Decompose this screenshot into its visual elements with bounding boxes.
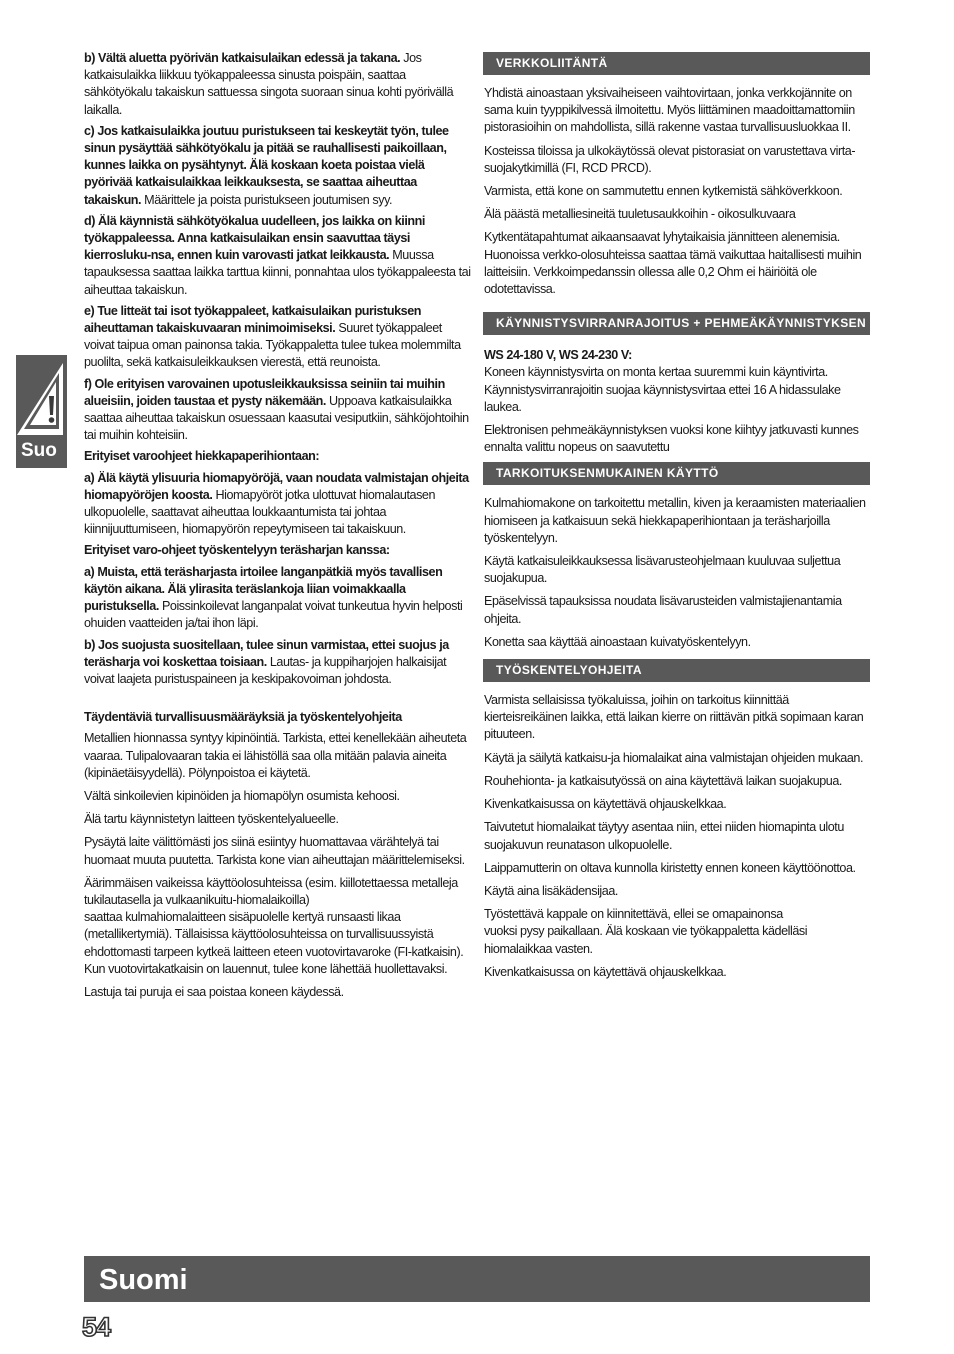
brush-title-text: Erityiset varo-ohjeet työskentelyyn teräsharjan kanssa:	[84, 543, 390, 558]
extra-paragraph-1: Metallien hionnassa syntyy kipinöintiä. Tarkista, ettei kenellekään aiheuteta vaaraa. Tulipalovaaran takia ei lähistöllä saa olla mitään palavia aineita (kipinäetäisyydellä). Pölynpoistoa ei käytetä.	[84, 731, 467, 780]
item-d	[84, 213, 472, 299]
extra-paragraph-3: Älä tartu käynnistetyn laitteen työskentelyalueelle.	[84, 812, 339, 827]
work-paragraph-6: Laippamutterin on oltava kunnolla kiristetty ennen koneen käyttöönottoa.	[484, 860, 856, 875]
intended-use-paragraph-4: Konetta saa käyttää ainoastaan kuivatyöskentelyyn.	[484, 634, 751, 649]
sanding-title	[84, 448, 472, 465]
item-f	[84, 376, 472, 445]
brush-item-b	[84, 637, 472, 689]
work-paragraph-5: Taivutetut hiomalaikat täytyy asentaa niin, ettei niiden hiomapinta ulotu suojakuvun reunatason ulkopuolelle.	[484, 820, 844, 852]
sanding-item-a	[84, 470, 472, 539]
work-paragraph-2: Käytä ja säilytä katkaisu-ja hiomalaikat aina valmistajan ohjeiden mukaan.	[484, 750, 864, 765]
sanding-title-text: Erityiset varoohjeet hiekkapaperihiontaan:	[84, 449, 320, 464]
extra-safety-title	[84, 709, 472, 726]
left-column	[84, 50, 472, 1007]
work-paragraph-8	[484, 906, 872, 958]
work-paragraph-7: Käytä aina lisäkädensijaa.	[484, 883, 618, 898]
extreme-conditions-line-b: saattaa kulmahiomalaitteen sisäpuolelle kertyä runsaasti likaa (metallikertymiä). Tällaisissa käyttöolosuhteissa on turvallisuussyistä ehdottomasti tarpeen kytkeä laitteen eteen vuotovirtavaroke (FI-katkaisin). Kun vuotovirtakatkaisin on lauennut, tulee kone lähettää huollettavaksi.	[84, 910, 464, 976]
mains-paragraph-4: Älä päästä metalliesineitä tuuletusaukkoihin - oikosulkuvaara	[484, 207, 796, 222]
extreme-conditions-line-a: Äärimmäisen vaikeissa käyttöolosuhteissa (esim. kiillotettaessa metalleja tukilautasella ja vulkaanikuitu-hiomalaikoilla)	[84, 875, 458, 907]
item-c	[84, 123, 472, 209]
page-number: 54	[82, 1312, 111, 1342]
item-b-heading: b) Vältä aluetta pyörivän katkaisulaikan edessä ja takana.	[84, 51, 401, 65]
spacer	[84, 692, 472, 709]
warning-icon	[16, 363, 67, 435]
work-paragraph-4: Kivenkatkaisussa on käytettävä ohjauskelkkaa.	[484, 797, 727, 812]
brush-item-a-text: Poissinkoilevat langanpalat voivat tunkeutua hyvin helposti ohuiden vaatteiden ja/tai ihon läpi.	[84, 599, 463, 631]
brush-item-b-heading: b) Jos suojusta suositellaan, tulee sinun varmistaa, ettei suojus ja teräsharja voi koskettaa toisiaan.	[84, 637, 449, 669]
side-tab-label: Suo	[21, 440, 57, 461]
workpiece-line-b: vuoksi pysy paikallaan. Älä koskaan vie työkappaletta kädelläsi hiomalaikkaa vasten.	[484, 924, 808, 956]
section-heading-work-instructions: TYÖSKENTELYOHJEITA	[483, 659, 870, 682]
start-current-text: Koneen käynnistysvirta on monta kertaa suuremmi kuin käyntivirta. Käynnistysvirranrajoitin suojaa käynnistysvirtaa ettei 16 A hidassulake laukea.	[484, 365, 841, 414]
sanding-item-a-text: Hiomapyöröt jotka ulottuvat hiomalautasen ulkopuolelle, saattavat aiheuttaa loukkaantumista tai johtaa kiinnijuuttumiseen, hiomapyörön repeytymiseen tai takaiskuun.	[84, 487, 436, 537]
section-heading-intended-use: TARKOITUKSENMUKAINEN KÄYTTÖ	[483, 462, 870, 485]
item-f-heading: f) Ole erityisen varovainen upotusleikkauksissa seiniin tai muihin alueisiin, joiden taustaa et pysty näkemään.	[84, 376, 445, 408]
item-b-text: Jos katkaisulaikka liikkuu työkappaleessa sinusta poispäin, saattaa sähkötyökalu takaiskun sattuessa singota suoraan sinua kohti pyörivällä laikalla.	[84, 51, 454, 117]
item-c-text: Määrittele ja poista puristukseen joutumisen syy.	[141, 192, 393, 207]
item-e	[84, 303, 472, 372]
sanding-item-a-heading: a) Älä käytä ylisuuria hiomapyöröjä, vaan noudata valmistajan ohjeita hiomapyöröjen koosta.	[84, 470, 469, 502]
footer-language-title: Suomi	[99, 1264, 188, 1296]
brush-item-b-text: Lautas- ja kuppiharjojen halkaisijat voivat laajeta puristuspaineen ja keskipakovoiman johdosta.	[84, 654, 447, 686]
intended-use-paragraph-2: Käytä katkaisuleikkauksessa lisävarusteohjelmaan kuuluvaa suljettua suojakupua.	[484, 554, 841, 586]
extra-safety-title-text: Täydentäviä turvallisuusmääräyksiä ja työskentelyohjeita	[84, 710, 402, 725]
mains-paragraph-5: Kytkentätapahtumat aikaansaavat lyhytaikaisia jännitteen alenemisia. Huonoissa verkko-olosuhteissa saattaa tämä vaikuttaa haitallisesti muihin laitteisiin. Verkkoimpedanssin ollessa alle 0,2 Ohm ei häiriöitä ole odotettavissa.	[484, 230, 862, 297]
item-e-text: Suuret työkappaleet voivat taipua oman painonsa takia. Työkappaletta tulee tukea molemmilta puolilta, sekä katkaisuleikkauksen vierestä, että reunoista.	[84, 321, 461, 370]
intended-use-paragraph-3: Epäselvissä tapauksissa noudata lisävarusteiden valmistajienantamia ohjeita.	[484, 594, 842, 626]
mains-paragraph-3: Varmista, että kone on sammutettu ennen kytkemistä sähköverkkoon.	[484, 184, 843, 199]
item-d-heading: d) Älä käynnistä sähkötyökalua uudelleen, jos laikka on kiinni työkappaleessa. Anna katkaisulaikan ensin saavuttaa täysi kierrosluku-nsa, ennen kuin varovasti jatkat leikkausta.	[84, 213, 425, 263]
start-current-paragraph-2: Elektronisen pehmeäkäynnistyksen vuoksi kone kiihtyy jatkuvasti kunnes ennalta valittu nopeus on saavutettu	[484, 423, 859, 455]
item-b	[84, 50, 472, 119]
section-heading-start-current: KÄYNNISTYSVIRRANRAJOITUS + PEHMEÄKÄYNNISTYKSEN	[483, 312, 870, 335]
intended-use-paragraph-1: Kulmahiomakone on tarkoitettu metallin, kiven ja keraamisten materiaalien hiomiseen ja katkaisuun sekä hiekkapaperihiontaan ja teräsharjoilla työskentelyyn.	[484, 496, 866, 545]
brush-item-a	[84, 564, 472, 633]
language-side-tab	[16, 355, 67, 468]
extra-paragraph-2: Vältä sinkoilevien kipinöiden ja hiomapölyn osumista kehoosi.	[84, 788, 400, 803]
models-label: WS 24-180 V, WS 24-230 V:	[484, 348, 632, 363]
brush-item-a-heading: a) Muista, että teräsharjasta irtoilee langanpätkiä myös tavallisen käytön aikana. Älä ylirasita teräslankoja liian voimakkaalla puristuksella.	[84, 564, 443, 614]
right-column	[484, 50, 872, 987]
item-c-heading: c) Jos katkaisulaikka joutuu puristukseen tai keskeytät työn, tulee sinun pysäyttää sähkötyökalu ja pitää se rauhallisesti paikoillaan, kunnes laikka on pysähtynyt. Älä koskaan koeta poistaa vielä pyörivää katkaisulaikkaa leikkauksesta, se saattaa aiheuttaa takaiskun.	[84, 123, 449, 207]
work-paragraph-3: Rouhehionta- ja katkaisutyössä on aina käytettävä laikan suojakupua.	[484, 773, 842, 788]
workpiece-line-a: Työstettävä kappale on kiinnitettävä, ellei se omapainonsa	[484, 907, 783, 922]
extra-paragraph-4: Pysäytä laite välittömästi jos siinä esiintyy huomattavaa värähtelyä tai huomaat muuta puutetta. Tarkista kone vian aiheuttajan määrittelemiseksi.	[84, 835, 465, 867]
mains-paragraph-1: Yhdistä ainoastaan yksivaiheiseen vaihtovirtaan, jonka verkkojännite on sama kuin tyyppikilvessä ilmoitettu. Myös liittäminen maadoittamattomiin pistorasioihin on mahdollista, sillä rakenne vastaa turvallisuusluokkaa II.	[484, 86, 855, 135]
item-f-text: Uppoava katkaisulaikka saattaa aiheuttaa takaiskun osuessaan kaasutai vesiputkiin, sähköjohtoihin tai muihin kohteisiin.	[84, 393, 469, 443]
work-paragraph-9: Kivenkatkaisussa on käytettävä ohjauskelkkaa.	[484, 964, 727, 979]
section-heading-mains: VERKKOLIITÄNTÄ	[483, 52, 870, 75]
item-d-text: Muussa tapauksessa saattaa laikka tarttua kiinni, ponnahtaa ulos työkappaleesta tai aiheuttaa takaiskun.	[84, 248, 471, 297]
brush-title	[84, 542, 472, 559]
work-paragraph-1: Varmista sellaisissa työkaluissa, joihin on tarkoitus kiinnittää kierteisreikäinen laikka, että laikan kierre on riittävän pitkä sopimaan karan pituuteen.	[484, 693, 864, 742]
extreme-conditions-paragraph	[84, 875, 472, 978]
chips-warning: Lastuja tai puruja ei saa poistaa koneen käydessä.	[84, 984, 344, 999]
item-e-heading: e) Tue litteät tai isot työkappaleet, katkaisulaikan puristuksen aiheuttaman takaiskuvaaran minimoimiseksi.	[84, 303, 421, 336]
footer-language-bar	[84, 1256, 870, 1302]
start-current-paragraph-1	[484, 347, 872, 416]
mains-paragraph-2: Kosteissa tiloissa ja ulkokäytössä olevat pistorasiat on varustettava virta-suojakytkimillä (FI, RCD PRCD).	[484, 143, 856, 175]
